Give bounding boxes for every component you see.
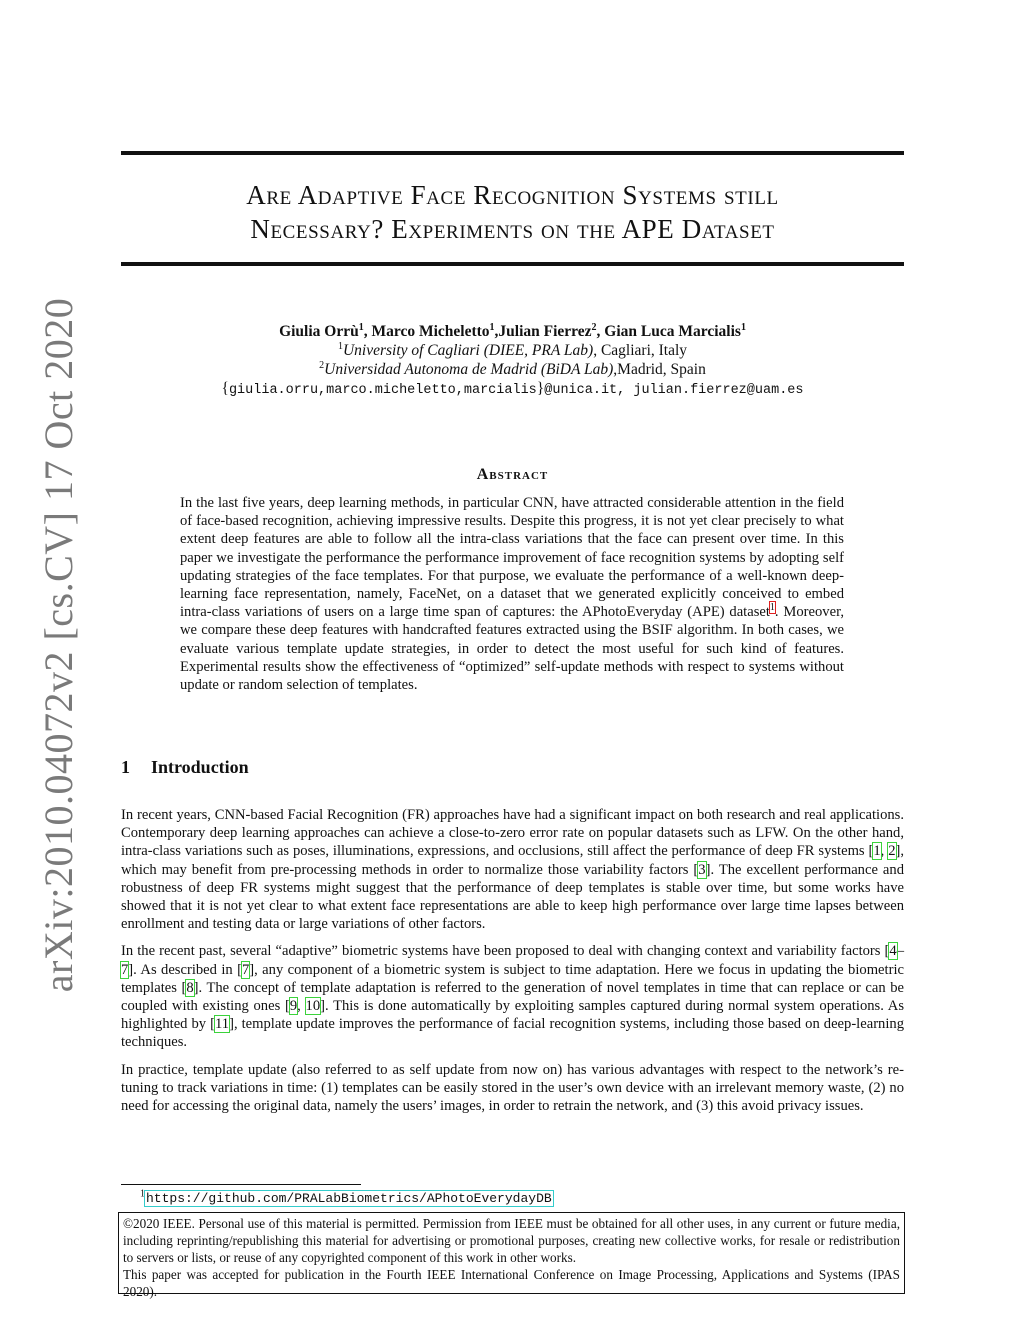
title-top-rule (121, 151, 904, 155)
citation-link[interactable]: 11 (215, 1016, 230, 1033)
footnote-url-link[interactable]: https://github.com/PRALabBiometrics/APhotoEverydayDB (146, 1191, 552, 1206)
paragraph (121, 806, 904, 933)
affiliation-marker: 2 (591, 321, 597, 333)
citation-link[interactable]: 9 (289, 998, 298, 1015)
text-run: ], any component of a biometric system is subject to time adaptation. Here we focus in updating the biometric templates [ (121, 961, 904, 996)
brace-close: } (536, 380, 545, 397)
text-run: ]. The concept of template adaptation is referred to the generation of novel templates in time that can replace or can be coupled with existing ones [ (121, 979, 905, 1015)
abstract-text (180, 494, 844, 694)
citation-link[interactable]: 10 (305, 998, 321, 1015)
affiliation-marker: 1 (358, 321, 364, 333)
section-heading (121, 757, 249, 778)
text-run: ]. The excellent performance and robustness of deep FR systems might suggest that the performance of deep templates is stable over time, but some works have showed that it is not yet clear to what extent face representations are able to keep high performance over large time lapses between enrollment and testing data or large variations of other factors. (121, 861, 904, 933)
footnote-marker: 1 (140, 1188, 145, 1200)
citation-link[interactable]: 1 (873, 843, 881, 860)
author-block (121, 322, 904, 400)
footnote (140, 1190, 553, 1206)
publication-note: This paper was accepted for publication in the Fourth IEEE International Conference on Image Processing, Applications and Systems (IPAS 2020). (123, 1267, 900, 1299)
footnote-reference-link[interactable]: 1 (769, 602, 775, 614)
citation-link[interactable]: 3 (698, 861, 706, 878)
author-name: ,Julian Fierrez (494, 323, 592, 340)
affiliation-marker: 1 (337, 340, 343, 352)
introduction-body (121, 806, 904, 1124)
citation-link[interactable]: 4 (889, 943, 897, 960)
affiliation-marker: 2 (319, 359, 325, 371)
section-number: 1 (121, 757, 130, 777)
affiliation-marker: 1 (489, 321, 495, 333)
affiliation-name: Universidad Autonoma de Madrid (BiDA Lab) (324, 361, 614, 378)
affiliation-marker: 1 (740, 321, 746, 333)
paper-title (121, 178, 904, 246)
text-run: ], which may benefit from pre-processing methods in order to normalize those variability factors [ (121, 843, 905, 878)
text-run: – (896, 943, 904, 960)
text-run: In recent years, CNN-based Facial Recognition (FR) approaches have had a significant impact on both research and real applications. Contemporary deep learning approaches can achieve a close-to-zero error rate on popular datasets such as LFW. On the other hand, intra-class variations such as poses, illuminations, expressions, and occlusions, still affect the performance of deep FR systems [ (121, 807, 904, 860)
paragraph: In practice, template update (also referred to as self update from now on) has various advantages with respect to the network’s re-tuning to track variations in time: (1) templates can be easily stored in the user’s own device with an irrelevant memory waste, (2) no need for accessing the original data, namely the users’ images, in order to retrain the network, and (3) this avoid privacy issues. (121, 1061, 904, 1115)
email-group: giulia.orru,marco.micheletto,marcialis (228, 383, 537, 398)
text-run: , (880, 843, 889, 860)
author-emails (121, 379, 904, 400)
citation-link[interactable]: 2 (888, 843, 896, 860)
citation-link[interactable]: 7 (241, 961, 250, 978)
copyright-notice-box (118, 1212, 905, 1299)
title-line-2: Necessary? Experiments on the APE Dataset (250, 214, 775, 244)
author-name: , Marco Micheletto (363, 323, 490, 340)
author-name: Giulia Orrù (279, 323, 359, 340)
citation-link[interactable]: 8 (186, 979, 194, 996)
text-run: In the recent past, several “adaptive” biometric systems have been proposed to deal with changing context and variability factors [ (121, 943, 890, 960)
affiliation-name: University of Cagliari (DIEE, PRA Lab) (342, 342, 594, 359)
author-names (121, 322, 904, 341)
brace-open: { (221, 380, 229, 397)
affiliation-1 (121, 341, 904, 360)
text-run: , (297, 998, 306, 1015)
affiliation-location: ,Madrid, Spain (613, 361, 706, 378)
abstract-heading: Abstract (476, 466, 549, 483)
arxiv-identifier-stamp: arXiv:2010.04072v2 [cs.CV] 17 Oct 2020 (36, 297, 81, 993)
paragraph (121, 942, 904, 1051)
copyright-text: ©2020 IEEE. Personal use of this material is permitted. Permission from IEEE must be obtained for all other uses, in any current or future media, including reprinting/republishing this material for advertising or promotional purposes, creating new collective works, for resale or redistribution to servers or lists, or reuse of any copyrighted component of this work in other works. (123, 1216, 900, 1265)
abstract-part: . Moreover, we compare these deep features with handcrafted features extracted using the BSIF algorithm. In both cases, we evaluate various template update strategies, in order to detect the most useful for such kind of features. Experimental results show the effectiveness of “optimized” self-update methods with respect to systems without update or random selection of templates. (180, 604, 844, 694)
citation-link[interactable]: 7 (121, 961, 129, 978)
title-line-1: Are Adaptive Face Recognition Systems still (246, 180, 779, 210)
text-run: ], template update improves the performance of facial recognition systems, including those based on deep-learning techniques. (121, 1016, 905, 1051)
footnote-rule (121, 1184, 361, 1185)
title-bottom-rule (121, 262, 904, 266)
affiliation-2 (121, 360, 904, 379)
text-run: ]. This is done automatically by exploiting samples captured during normal system operations. As highlighted by [ (121, 998, 905, 1033)
abstract-part: In the last five years, deep learning methods, in particular CNN, have attracted considerable attention in the field of face-based recognition, achieving impressive results. Despite this progress, it is not yet clear precisely to what extent deep features are able to follow all the intra-class variations that the face can present over time. In this paper we investigate the performance the performance improvement of face recognition systems by adopting self updating strategies of the face templates. For that purpose, we evaluate the performance of a well-known deep-learning face representation, namely, FaceNet, on a dataset that we generated explicitly conceived to embed intra-class variations of users on a large time span of captures: the APhotoEveryday (APE) dataset (180, 495, 844, 621)
section-title: Introduction (151, 757, 249, 777)
text-run: ]. As described in [ (128, 961, 242, 978)
affiliation-location: , Cagliari, Italy (593, 342, 688, 359)
author-name: , Gian Luca Marcialis (596, 323, 741, 340)
email-domains: @unica.it, julian.fierrez@uam.es (544, 383, 804, 398)
